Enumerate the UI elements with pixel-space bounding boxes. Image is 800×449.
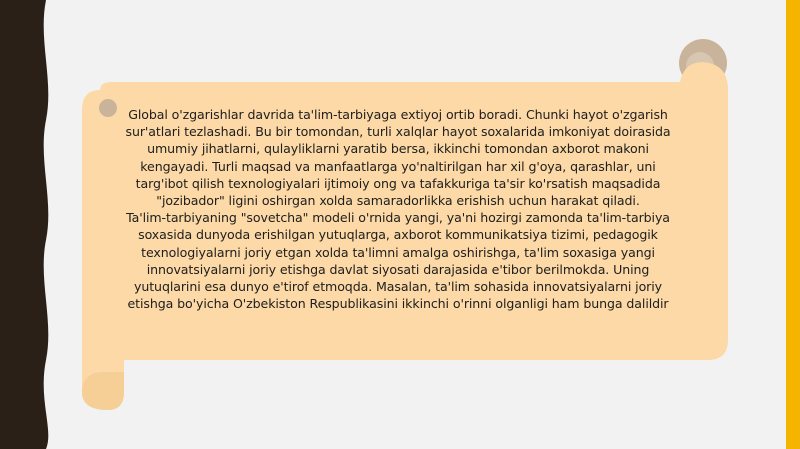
paragraph-2: Ta'lim-tarbiyaning "sovetcha" modeli o'rnida yangi, ya'ni hozirgi zamonda ta'lim-tarbiya soxasida dunyoda erishilgan yutuqlarga, axborot kommunikatsiya tizimi, pedagogik texnologiyalarni joriy etgan xolda ta'limni amalga oshirishga, ta'lim soxasiga yangi innovatsiyalarni joriy etishga davlat siyosati darajasida e'tibor berilmokda. Uning yutuqlarini esa dunyo e'tirof etmoqda. Masalan, ta'lim sohasida innovatsiyalarni joriy etishga bo'yicha O'zbekiston Respublikasini ikkinchi o'rinni olganligi ham bunga dalildir — [126, 210, 670, 312]
body-text — [120, 106, 676, 312]
paragraph-1: Global o'zgarishlar davrida ta'lim-tarbiyaga extiyoj ortib boradi. Chunki hayot o'zgarish sur'atlari tezlashadi. Bu bir tomondan, turli xalqlar hayot soxalarida imkoniyat doirasida umumiy jihatlarni, qulayliklarni yaratib bersa, ikkinchi tomondan axborot makoni kengayadi. Turli maqsad va manfaatlarga yo'naltirilgan har xil g'oya, qarashlar, uni targ'ibot qilish texnologiyalari ijtimoiy ong va tafakkuriga ta'sir ko'rsatish maqsadida "jozibador" ligini oshirgan xolda samaradorlikka erishish uchun harakat qiladi. — [125, 107, 671, 209]
scroll-curl-bottom-left — [82, 372, 124, 410]
